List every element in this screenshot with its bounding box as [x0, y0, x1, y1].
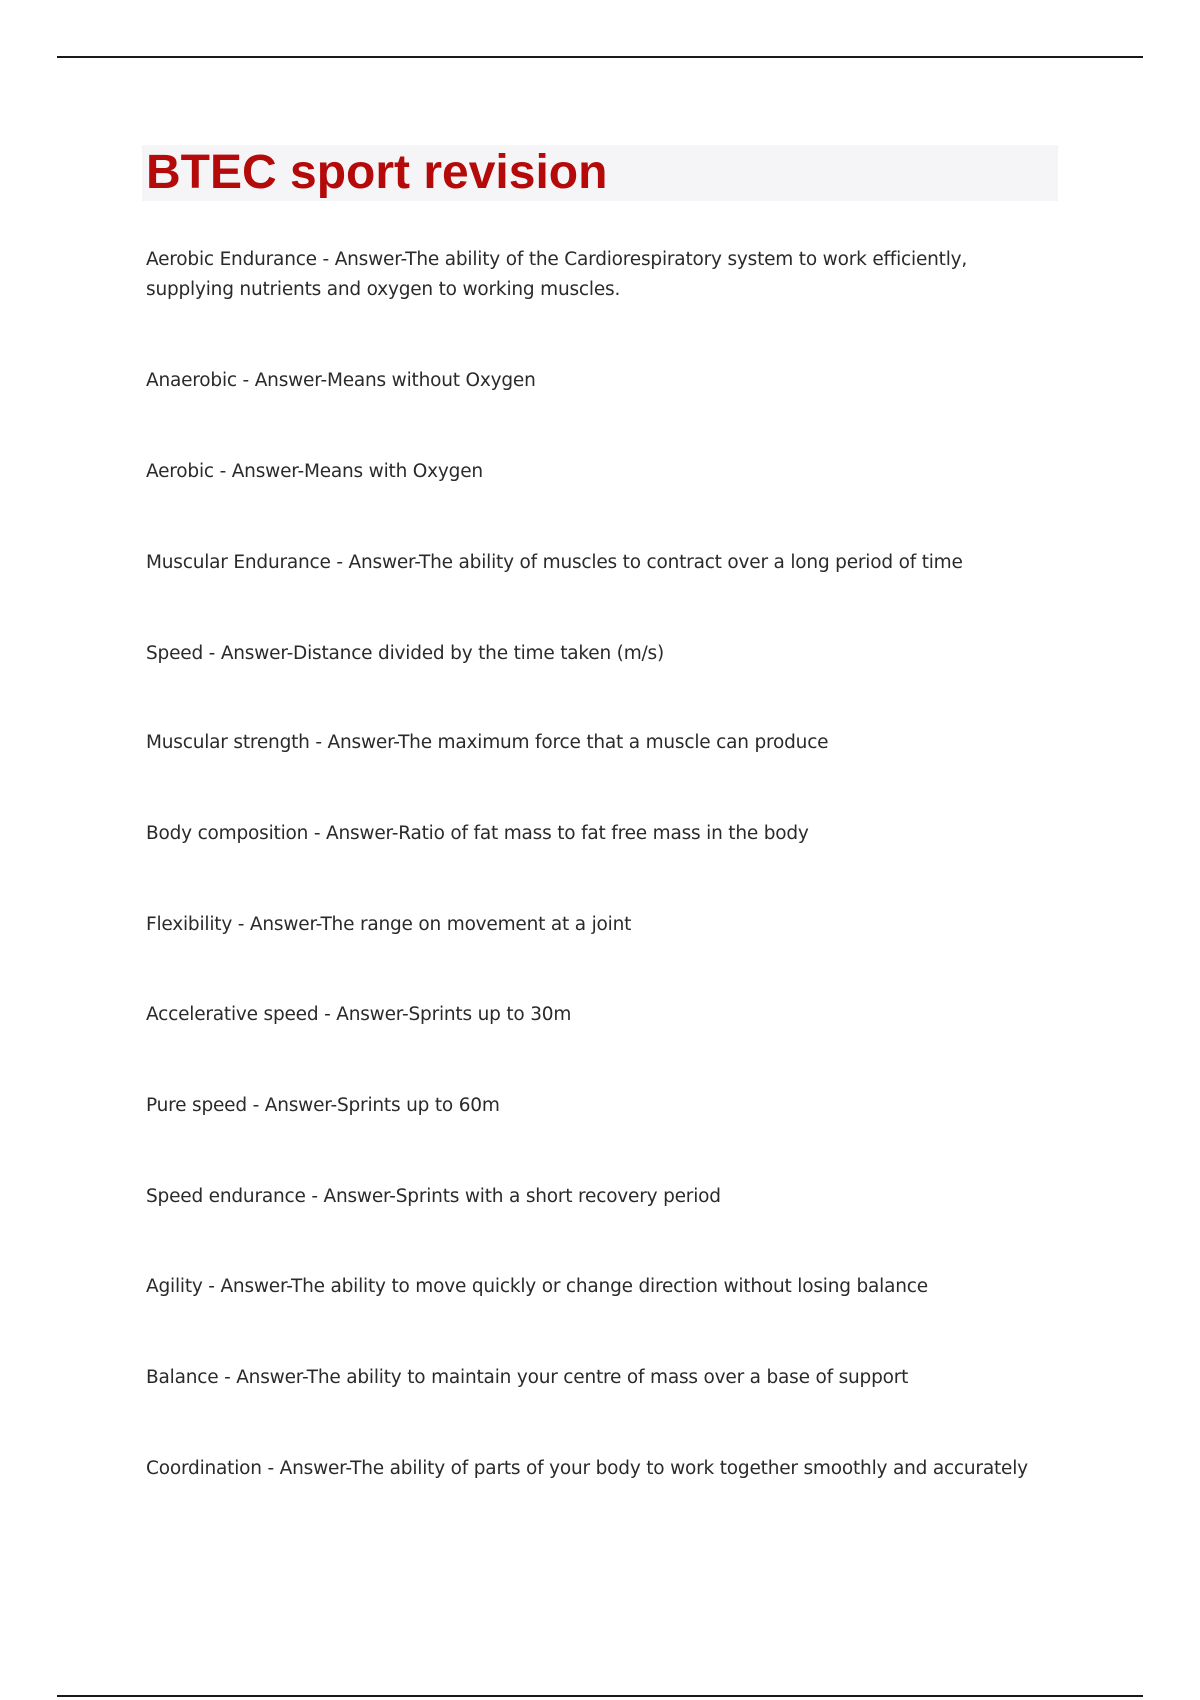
- flashcard-entry: Aerobic - Answer-Means with Oxygen: [146, 461, 483, 482]
- flashcard-entry: Body composition - Answer-Ratio of fat mass to fat free mass in the body: [146, 823, 809, 844]
- page-title: BTEC sport revision: [146, 146, 608, 199]
- footer-rule: [57, 1695, 1143, 1697]
- flashcard-entry: Anaerobic - Answer-Means without Oxygen: [146, 370, 536, 391]
- flashcard-entry: Muscular strength - Answer-The maximum force that a muscle can produce: [146, 732, 829, 753]
- flashcard-entry: Accelerative speed - Answer-Sprints up to 30m: [146, 1004, 572, 1025]
- flashcard-entry: Speed endurance - Answer-Sprints with a short recovery period: [146, 1186, 721, 1207]
- header-rule: [57, 56, 1143, 58]
- flashcard-entry: Pure speed - Answer-Sprints up to 60m: [146, 1095, 500, 1116]
- flashcard-entry: Agility - Answer-The ability to move quickly or change direction without losing balance: [146, 1276, 928, 1297]
- flashcard-entry: Flexibility - Answer-The range on movement at a joint: [146, 914, 632, 935]
- flashcard-entry: Speed - Answer-Distance divided by the time taken (m/s): [146, 643, 665, 664]
- flashcard-entry: Coordination - Answer-The ability of parts of your body to work together smoothly and accurately: [146, 1458, 1028, 1479]
- flashcard-entry: Muscular Endurance - Answer-The ability of muscles to contract over a long period of time: [146, 552, 963, 573]
- flashcard-entry: Balance - Answer-The ability to maintain your centre of mass over a base of support: [146, 1367, 909, 1388]
- flashcard-entry: Aerobic Endurance - Answer-The ability of the Cardiorespiratory system to work efficiently, supplying nutrients and oxygen to working muscles.: [146, 249, 968, 300]
